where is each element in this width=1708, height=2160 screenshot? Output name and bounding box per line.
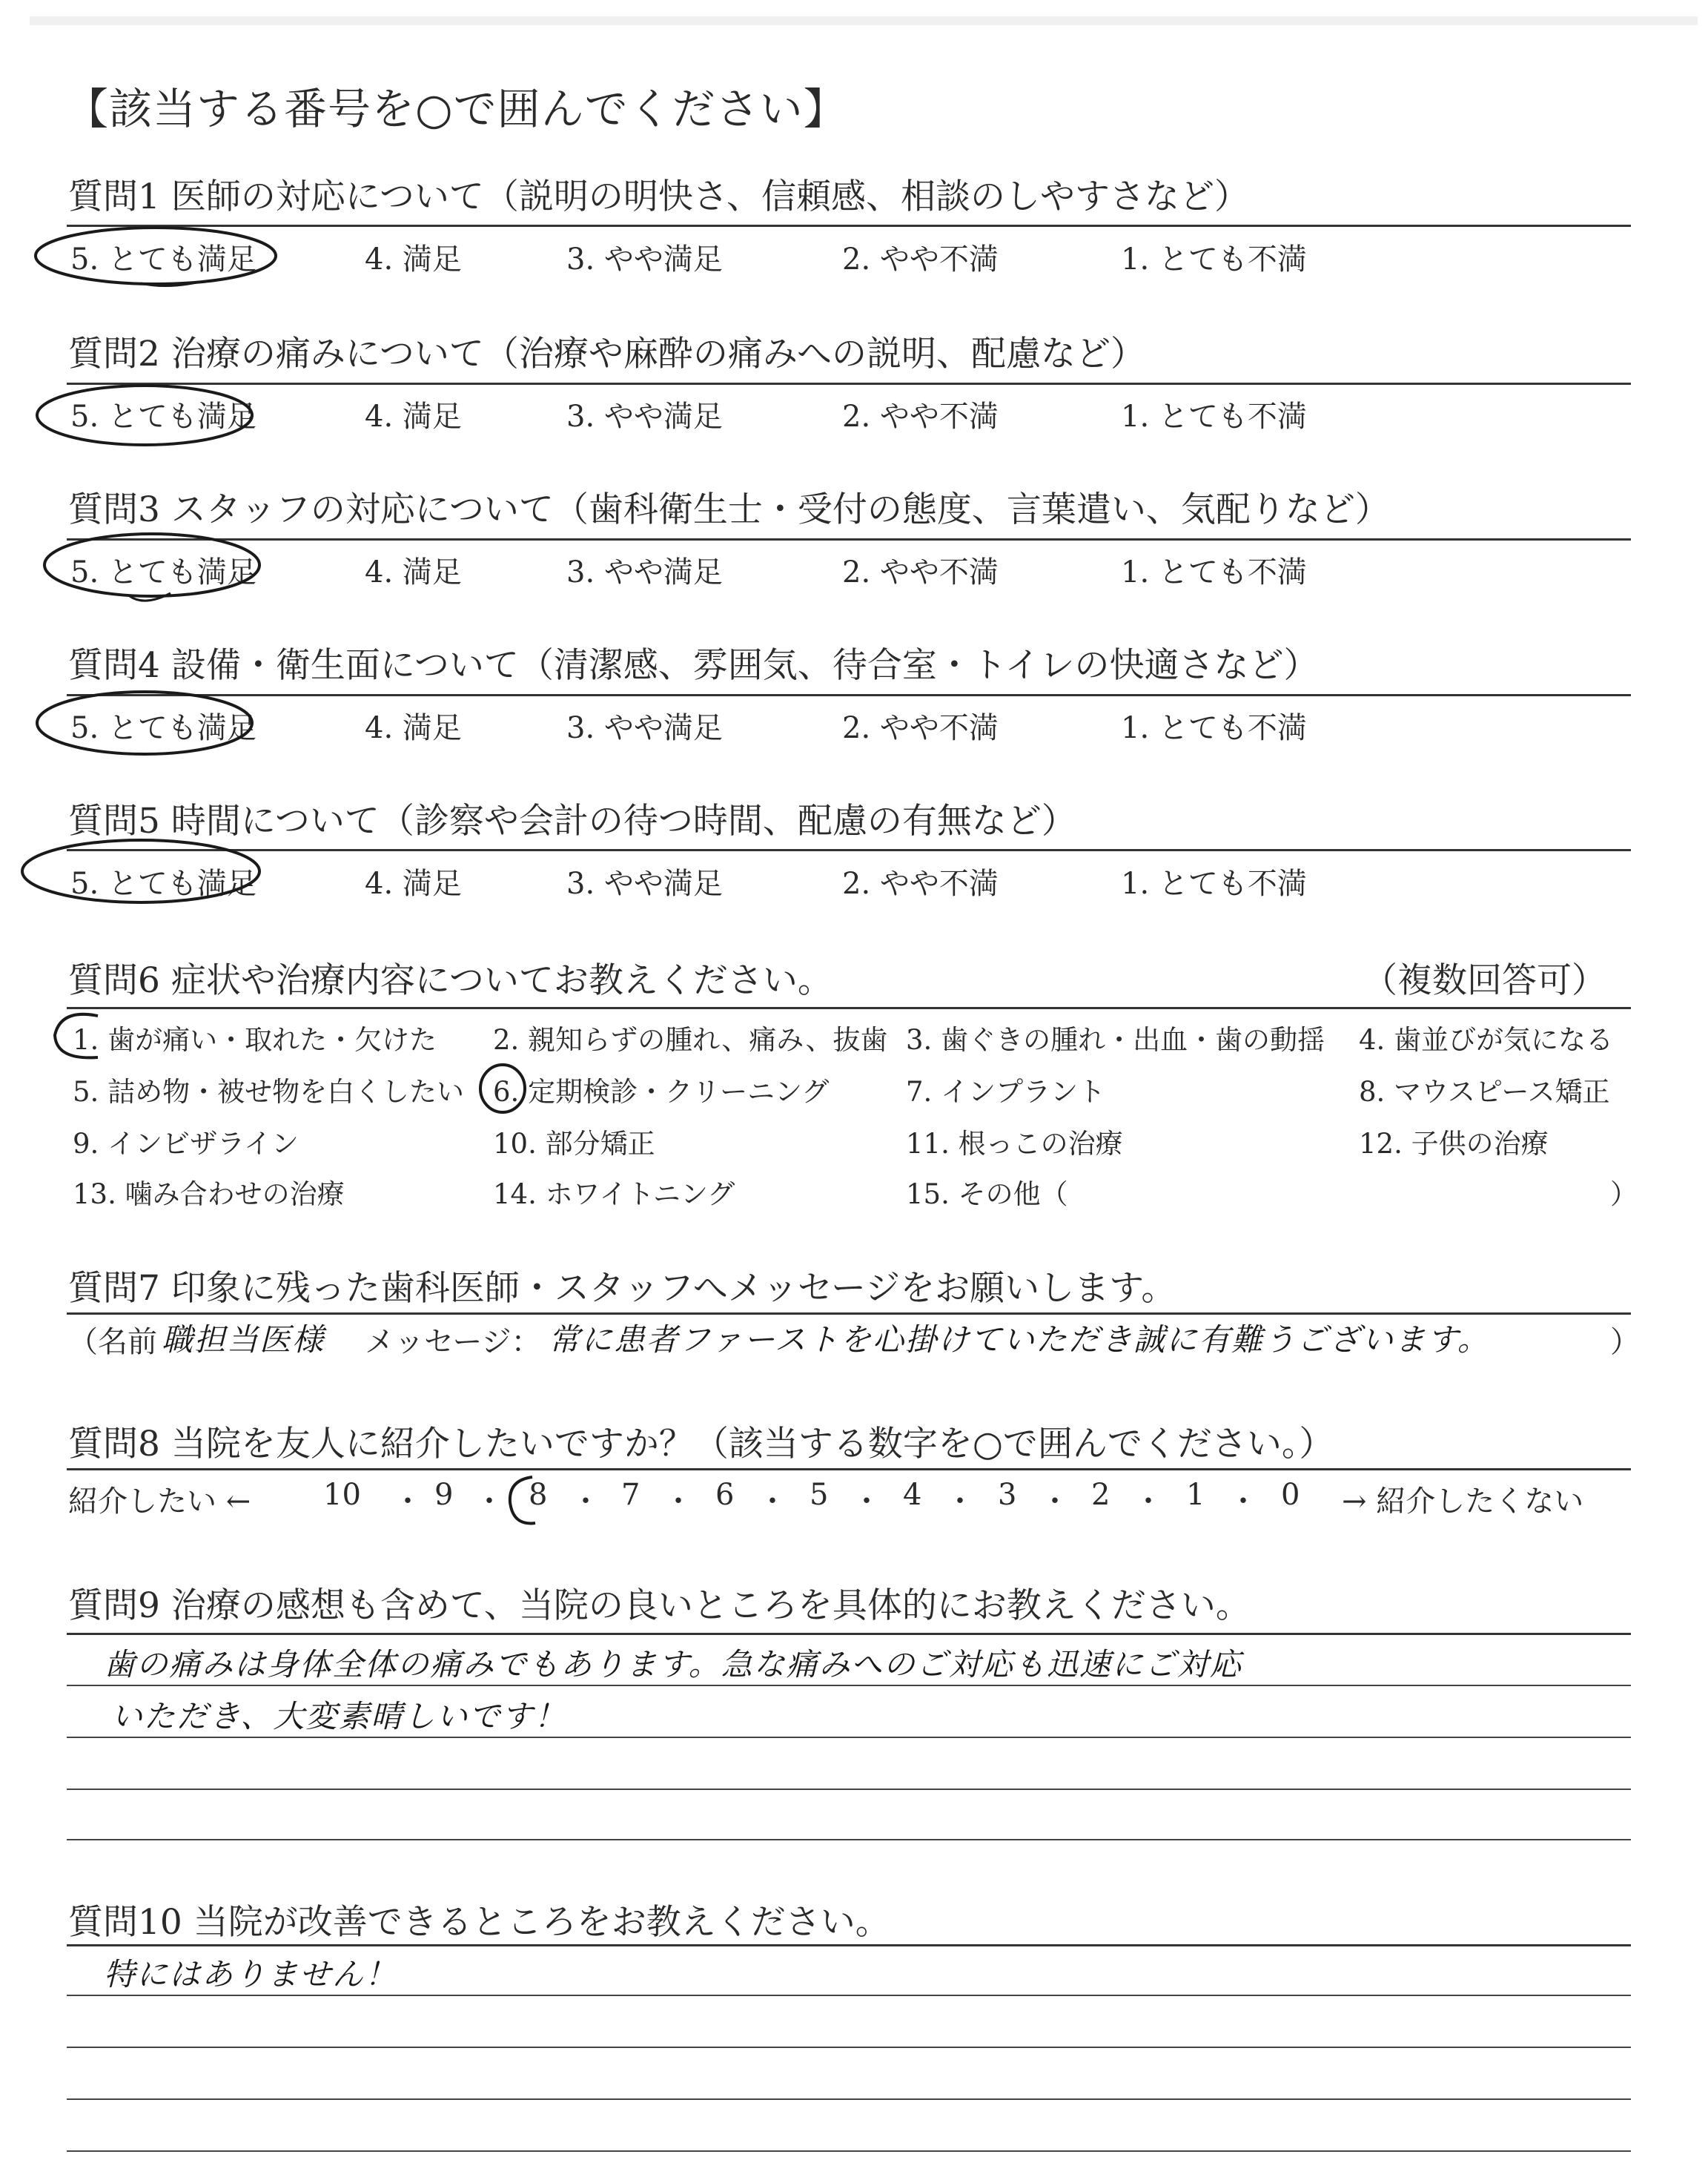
q8-score-2[interactable]: 2: [1091, 1478, 1110, 1512]
question-9-title: 質問9 治療の感想も含めて、当院の良いところを具体的にお教えください。: [68, 1585, 1251, 1626]
q8-score-3[interactable]: 3: [998, 1478, 1017, 1512]
q1-option-2[interactable]: 2. やや不満: [842, 242, 999, 277]
q5-option-3[interactable]: 3. やや満足: [566, 867, 723, 901]
q8-separator: ・: [474, 1484, 504, 1519]
answer-line: [67, 1789, 1631, 1790]
q8-left-label: 紹介したい ←: [68, 1484, 251, 1519]
q6-option-6[interactable]: 6. 定期検診・クリーニング: [493, 1076, 830, 1108]
q5-option-4[interactable]: 4. 満足: [365, 867, 462, 901]
q6-option-1[interactable]: 1. 歯が痛い・取れた・欠けた: [73, 1024, 437, 1056]
page-title: 【該当する番号を○で囲んでください】: [65, 84, 847, 134]
q8-separator: ・: [1040, 1484, 1070, 1519]
q6-option-4[interactable]: 4. 歯並びが気になる: [1359, 1024, 1614, 1056]
q8-score-6[interactable]: 6: [715, 1478, 735, 1512]
question-10-title: 質問10 当院が改善できるところをお教えください。: [68, 1902, 890, 1943]
q4-option-4[interactable]: 4. 満足: [365, 711, 462, 745]
answer-line: [67, 2098, 1631, 2100]
q8-separator: ・: [1133, 1484, 1163, 1519]
q3-option-1[interactable]: 1. とても不満: [1121, 555, 1307, 589]
q8-score-4[interactable]: 4: [903, 1478, 922, 1512]
answer-line: [67, 1737, 1631, 1738]
q8-score-8[interactable]: 8: [529, 1478, 548, 1512]
q10-answer[interactable]: 特にはありません！: [104, 1956, 398, 1992]
q7-close-paren: ）: [1610, 1325, 1640, 1359]
handwritten-circle: [474, 1059, 534, 1118]
q6-option-8[interactable]: 8. マウスピース矯正: [1359, 1076, 1610, 1108]
q2-option-5[interactable]: 5. とても満足: [70, 400, 256, 434]
divider: [67, 225, 1631, 227]
q8-separator: ・: [571, 1484, 600, 1519]
q8-separator: ・: [852, 1484, 881, 1519]
divider: [67, 1468, 1631, 1470]
q2-option-4[interactable]: 4. 満足: [365, 400, 462, 434]
q6-option-12[interactable]: 12. 子供の治療: [1359, 1128, 1549, 1160]
divider: [67, 1944, 1631, 1946]
q7-message-value[interactable]: 常に患者ファーストを心掛けていただき誠に有難うございます。: [549, 1321, 1490, 1358]
q2-option-1[interactable]: 1. とても不満: [1121, 400, 1307, 434]
divider: [67, 849, 1631, 851]
q6-option-3[interactable]: 3. 歯ぐきの腫れ・出血・歯の動揺: [906, 1024, 1325, 1056]
answer-line: [67, 2150, 1631, 2152]
question-7-title: 質問7 印象に残った歯科医師・スタッフへメッセージをお願いします。: [68, 1268, 1176, 1309]
answer-line: [67, 1839, 1631, 1840]
q8-score-5[interactable]: 5: [810, 1478, 829, 1512]
q3-option-5[interactable]: 5. とても満足: [70, 555, 256, 589]
q6-option-9[interactable]: 9. インビザライン: [73, 1128, 299, 1160]
scan-edge: [30, 16, 1698, 25]
q4-option-3[interactable]: 3. やや満足: [566, 711, 723, 745]
handwritten-circle: [19, 830, 271, 912]
handwritten-circle: [30, 222, 282, 297]
question-8-title: 質問8 当院を友人に紹介したいですか？（該当する数字を○で囲んでください。）: [68, 1424, 1334, 1464]
question-6-title: 質問6 症状や治療内容についてお教えください。: [68, 960, 833, 1001]
q9-answer-line-1[interactable]: 歯の痛みは身体全体の痛みでもあります。急な痛みへのご対応も迅速にご対応: [104, 1646, 1242, 1682]
q4-option-1[interactable]: 1. とても不満: [1121, 711, 1307, 745]
q6-option-13[interactable]: 13. 噛み合わせの治療: [73, 1178, 345, 1210]
q3-option-3[interactable]: 3. やや満足: [566, 555, 723, 589]
divider: [67, 1007, 1631, 1009]
divider: [67, 383, 1631, 385]
q6-option-14[interactable]: 14. ホワイトニング: [493, 1178, 735, 1210]
q7-name-label: （名前: [68, 1325, 157, 1359]
q8-score-7[interactable]: 7: [621, 1478, 640, 1512]
q8-separator: ・: [945, 1484, 975, 1519]
q5-option-5[interactable]: 5. とても満足: [70, 867, 256, 901]
q5-option-1[interactable]: 1. とても不満: [1121, 867, 1307, 901]
handwritten-circle: [503, 1471, 562, 1530]
question-5-title: 質問5 時間について（診察や会計の待つ時間、配慮の有無など）: [68, 801, 1076, 842]
q3-option-4[interactable]: 4. 満足: [365, 555, 462, 589]
q1-option-5[interactable]: 5. とても満足: [70, 242, 256, 277]
divider: [67, 1312, 1631, 1315]
q2-option-3[interactable]: 3. やや満足: [566, 400, 723, 434]
answer-line: [67, 1685, 1631, 1686]
q2-option-2[interactable]: 2. やや不満: [842, 400, 999, 434]
q8-separator: ・: [1228, 1484, 1258, 1519]
q6-option-11[interactable]: 11. 根っこの治療: [906, 1128, 1123, 1160]
question-4-title: 質問4 設備・衛生面について（清潔感、雰囲気、待合室・トイレの快適さなど）: [68, 645, 1319, 686]
question-1-title: 質問1 医師の対応について（説明の明快さ、信頼感、相談のしやすさなど）: [68, 176, 1250, 217]
q6-option-10[interactable]: 10. 部分矯正: [493, 1128, 655, 1160]
q8-separator: ・: [393, 1484, 423, 1519]
handwritten-circle: [41, 519, 278, 608]
q8-score-9[interactable]: 9: [434, 1478, 454, 1512]
q6-option-15[interactable]: 15. その他（: [906, 1178, 1068, 1210]
q4-option-2[interactable]: 2. やや不満: [842, 711, 999, 745]
question-6-note: （複数回答可）: [1363, 960, 1606, 1001]
divider: [67, 694, 1631, 696]
q4-option-5[interactable]: 5. とても満足: [70, 711, 256, 745]
q6-other-close-paren: ）: [1610, 1178, 1638, 1210]
q8-right-label: → 紹介したくない: [1342, 1484, 1584, 1519]
q1-option-1[interactable]: 1. とても不満: [1121, 242, 1307, 277]
q8-score-0[interactable]: 0: [1281, 1478, 1300, 1512]
q3-option-2[interactable]: 2. やや不満: [842, 555, 999, 589]
q6-option-5[interactable]: 5. 詰め物・被せ物を白くしたい: [73, 1076, 465, 1108]
handwritten-circle: [46, 1007, 120, 1066]
question-2-title: 質問2 治療の痛みについて（治療や麻酔の痛みへの説明、配慮など）: [68, 334, 1145, 374]
q8-separator: ・: [663, 1484, 693, 1519]
q9-answer-line-2[interactable]: いただき、大変素晴しいです！: [111, 1698, 567, 1734]
question-3-title: 質問3 スタッフの対応について（歯科衛生士・受付の態度、言葉遣い、気配りなど）: [68, 489, 1390, 530]
q8-score-10[interactable]: 10: [323, 1478, 361, 1512]
q8-separator: ・: [758, 1484, 787, 1519]
divider: [67, 1633, 1631, 1635]
answer-line: [67, 1995, 1631, 1996]
handwritten-circle: [33, 686, 271, 767]
q7-name-value[interactable]: 職担当医様: [162, 1321, 325, 1358]
handwritten-circle: [33, 382, 271, 456]
q1-option-4[interactable]: 4. 満足: [365, 242, 462, 277]
answer-line: [67, 2047, 1631, 2048]
divider: [67, 538, 1631, 541]
q6-option-7[interactable]: 7. インプラント: [906, 1076, 1106, 1108]
q8-score-1[interactable]: 1: [1186, 1478, 1205, 1512]
q5-option-2[interactable]: 2. やや不満: [842, 867, 999, 901]
q7-message-label: メッセージ：: [365, 1325, 541, 1359]
q6-option-2[interactable]: 2. 親知らずの腫れ、痛み、抜歯: [493, 1024, 888, 1056]
q1-option-3[interactable]: 3. やや満足: [566, 242, 723, 277]
